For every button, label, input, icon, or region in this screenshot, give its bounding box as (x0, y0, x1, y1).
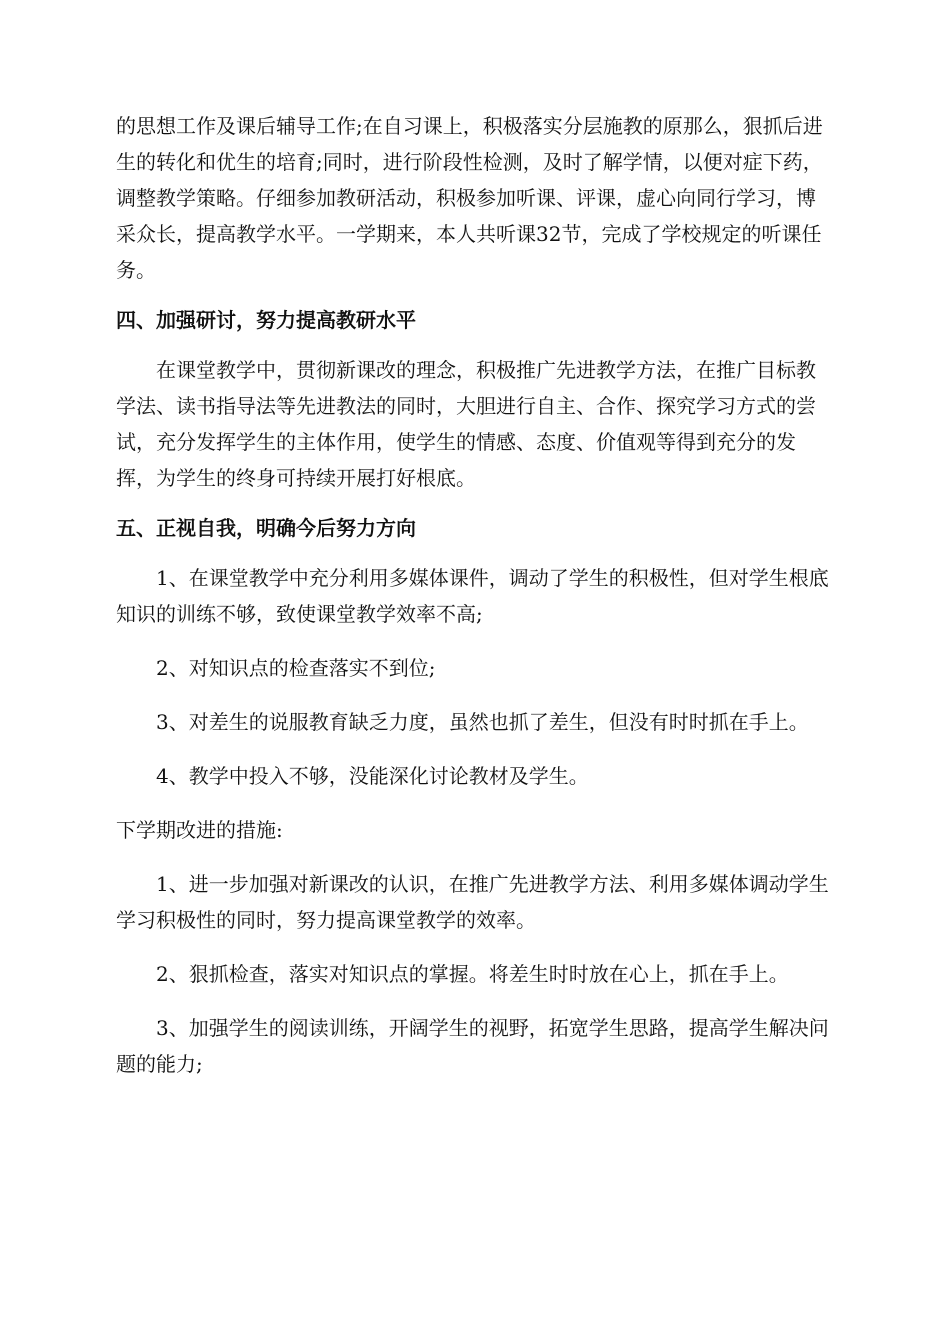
document-body (116, 108, 832, 1082)
list-item-issue-1: 1、在课堂教学中充分利用多媒体课件，调动了学生的积极性，但对学生根底知识的训练不够，致使课堂教学效率不高; (116, 566, 829, 626)
measures-title: 下学期改进的措施: (116, 818, 283, 842)
list-item-issue-2: 2、对知识点的检查落实不到位; (156, 656, 436, 680)
paragraph-teaching-work: 的思想工作及课后辅导工作;在自习课上，积极落实分层施教的原那么，狠抓后进生的转化和优生的培育;同时，进行阶段性检测，及时了解学情，以便对症下药，调整教学策略。仔细参加教研活动，积极参加听课、评课，虚心向同行学习，博采众长，提高教学水平。一学期来，本人共听课32节，完成了学校规定的听课任务。 (116, 114, 823, 282)
list-item-issue-4: 4、教学中投入不够，没能深化讨论教材及学生。 (156, 764, 589, 788)
list-item-measure-1: 1、进一步加强对新课改的认识，在推广先进教学方法、利用多媒体调动学生学习积极性的同时，努力提高课堂教学的效率。 (116, 872, 829, 932)
list-item-issue-3: 3、对差生的说服教育缺乏力度，虽然也抓了差生，但没有时时抓在手上。 (156, 710, 809, 734)
paragraph-research: 在课堂教学中，贯彻新课改的理念，积极推广先进教学方法，在推广目标教学法、读书指导法等先进教法的同时，大胆进行自主、合作、探究学习方式的尝试，充分发挥学生的主体作用，使学生的情感、态度、价值观等得到充分的发挥，为学生的终身可持续开展打好根底。 (116, 358, 816, 490)
list-item-measure-2: 2、狠抓检查，落实对知识点的掌握。将差生时时放在心上，抓在手上。 (156, 962, 789, 986)
heading-section-five: 五、正视自我，明确今后努力方向 (116, 516, 416, 540)
list-item-measure-3: 3、加强学生的阅读训练，开阔学生的视野，拓宽学生思路，提高学生解决问题的能力; (116, 1016, 829, 1076)
heading-section-four: 四、加强研讨，努力提高教研水平 (116, 308, 416, 332)
